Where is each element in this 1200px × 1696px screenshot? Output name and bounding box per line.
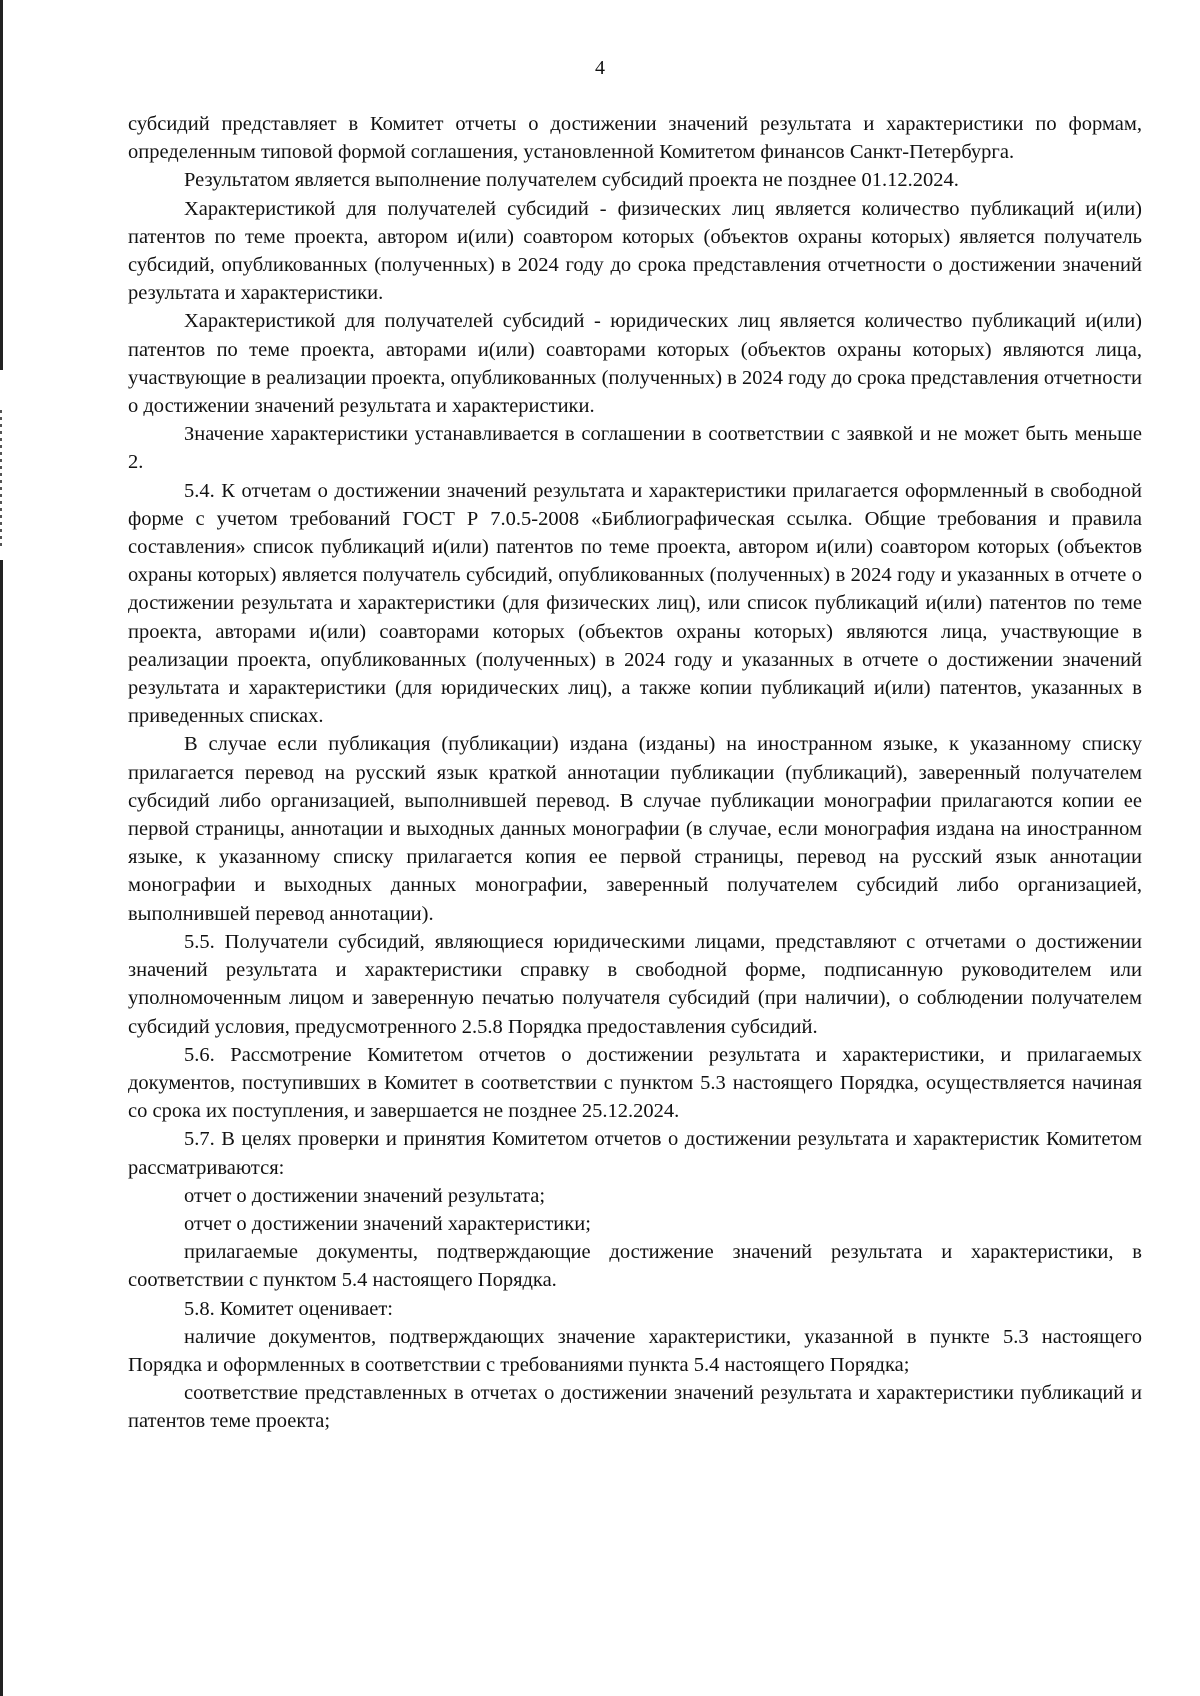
document-body xyxy=(128,110,1142,1436)
paragraph: 5.4. К отчетам о достижении значений результата и характеристики прилагается оформленный в свободной форме с учетом требований ГОСТ Р 7.0.5-2008 «Библиографическая ссылка. Общие требования и правила составления» список публикаций и(или) патентов по теме проекта, автором и(или) соавтором которых (объектов охраны которых) является получатель субсидий, опубликованных (полученных) в 2024 году и указанных в отчете о достижении результата и характеристики (для физических лиц), или список публикаций и(или) патентов по теме проекта, авторами и(или) соавторами которых (объектов охраны которых) являются лица, участвующие в реализации проекта, опубликованных (полученных) в 2024 году и указанных в отчете о достижении значений результата и характеристики (для юридических лиц), а также копии публикаций и(или) патентов, указанных в приведенных списках. xyxy=(128,479,1142,728)
paragraph: Результатом является выполнение получателем субсидий проекта не позднее 01.12.2024. xyxy=(184,169,959,192)
scan-edge-mark xyxy=(0,560,3,1696)
paragraph: Значение характеристики устанавливается в соглашении в соответствии с заявкой и не может быть меньше 2. xyxy=(128,423,1142,474)
paragraph: 5.6. Рассмотрение Комитетом отчетов о достижении результата и характеристики, и прилагаемых документов, поступивших в Комитет в соответствии с пунктом 5.3 настоящего Порядка, осуществляется начиная со срока их поступления, и завершается не позднее 25.12.2024. xyxy=(128,1043,1142,1123)
list-item: соответствие представленных в отчетах о достижении значений результата и характеристики публикаций и патентов теме проекта; xyxy=(128,1382,1142,1433)
list-item: отчет о достижении значений результата; xyxy=(184,1184,546,1207)
paragraph: Характеристикой для получателей субсидий - физических лиц является количество публикаций и(или) патентов по теме проекта, автором и(или) соавтором которых (объектов охраны которых) является получатель субсидий, опубликованных (полученных) в 2024 году до срока представления отчетности о достижении значений результата и характеристики. xyxy=(128,197,1142,305)
page-number: 4 xyxy=(595,57,605,79)
paragraph: 5.7. В целях проверки и принятия Комитетом отчетов о достижении результата и характеристик Комитетом рассматриваются: xyxy=(128,1128,1142,1179)
list-item: отчет о достижении значений характеристики; xyxy=(184,1212,591,1235)
paragraph: В случае если публикация (публикации) издана (изданы) на иностранном языке, к указанному списку прилагается перевод на русский язык краткой аннотации публикации (публикаций), заверенный получателем субсидий либо организацией, выполнившей перевод. В случае публикации монографии прилагаются копии ее первой страницы, аннотации и выходных данных монографии (в случае, если монография издана на иностранном языке, к указанному списку прилагается копия ее первой страницы, перевод на русский язык аннотации монографии и выходных данных монографии, заверенный получателем субсидий либо организацией, выполнившей перевод аннотации). xyxy=(128,733,1142,925)
scan-edge-mark xyxy=(0,410,2,550)
paragraph: 5.5. Получатели субсидий, являющиеся юридическими лицами, представляют с отчетами о достижении значений результата и характеристики справку в свободной форме, подписанную руководителем или уполномоченным лицом и заверенную печатью получателя субсидий (при наличии), о соблюдении получателем субсидий условия, предусмотренного 2.5.8 Порядка предоставления субсидий. xyxy=(128,930,1142,1038)
list-item: прилагаемые документы, подтверждающие достижение значений результата и характеристики, в соответствии с пунктом 5.4 настоящего Порядка. xyxy=(128,1241,1142,1292)
paragraph: субсидий представляет в Комитет отчеты о достижении значений результата и характеристики по формам, определенным типовой формой соглашения, установленной Комитетом финансов Санкт-Петербурга. xyxy=(128,113,1142,164)
list-item: наличие документов, подтверждающих значение характеристики, указанной в пункте 5.3 настоящего Порядка и оформленных в соответствии с требованиями пункта 5.4 настоящего Порядка; xyxy=(128,1325,1142,1376)
paragraph: Характеристикой для получателей субсидий - юридических лиц является количество публикаций и(или) патентов по теме проекта, авторами и(или) соавторами которых (объектов охраны которых) являются лица, участвующие в реализации проекта, опубликованных (полученных) в 2024 году до срока представления отчетности о достижении значений результата и характеристики. xyxy=(128,310,1142,418)
paragraph: 5.8. Комитет оценивает: xyxy=(184,1297,393,1320)
